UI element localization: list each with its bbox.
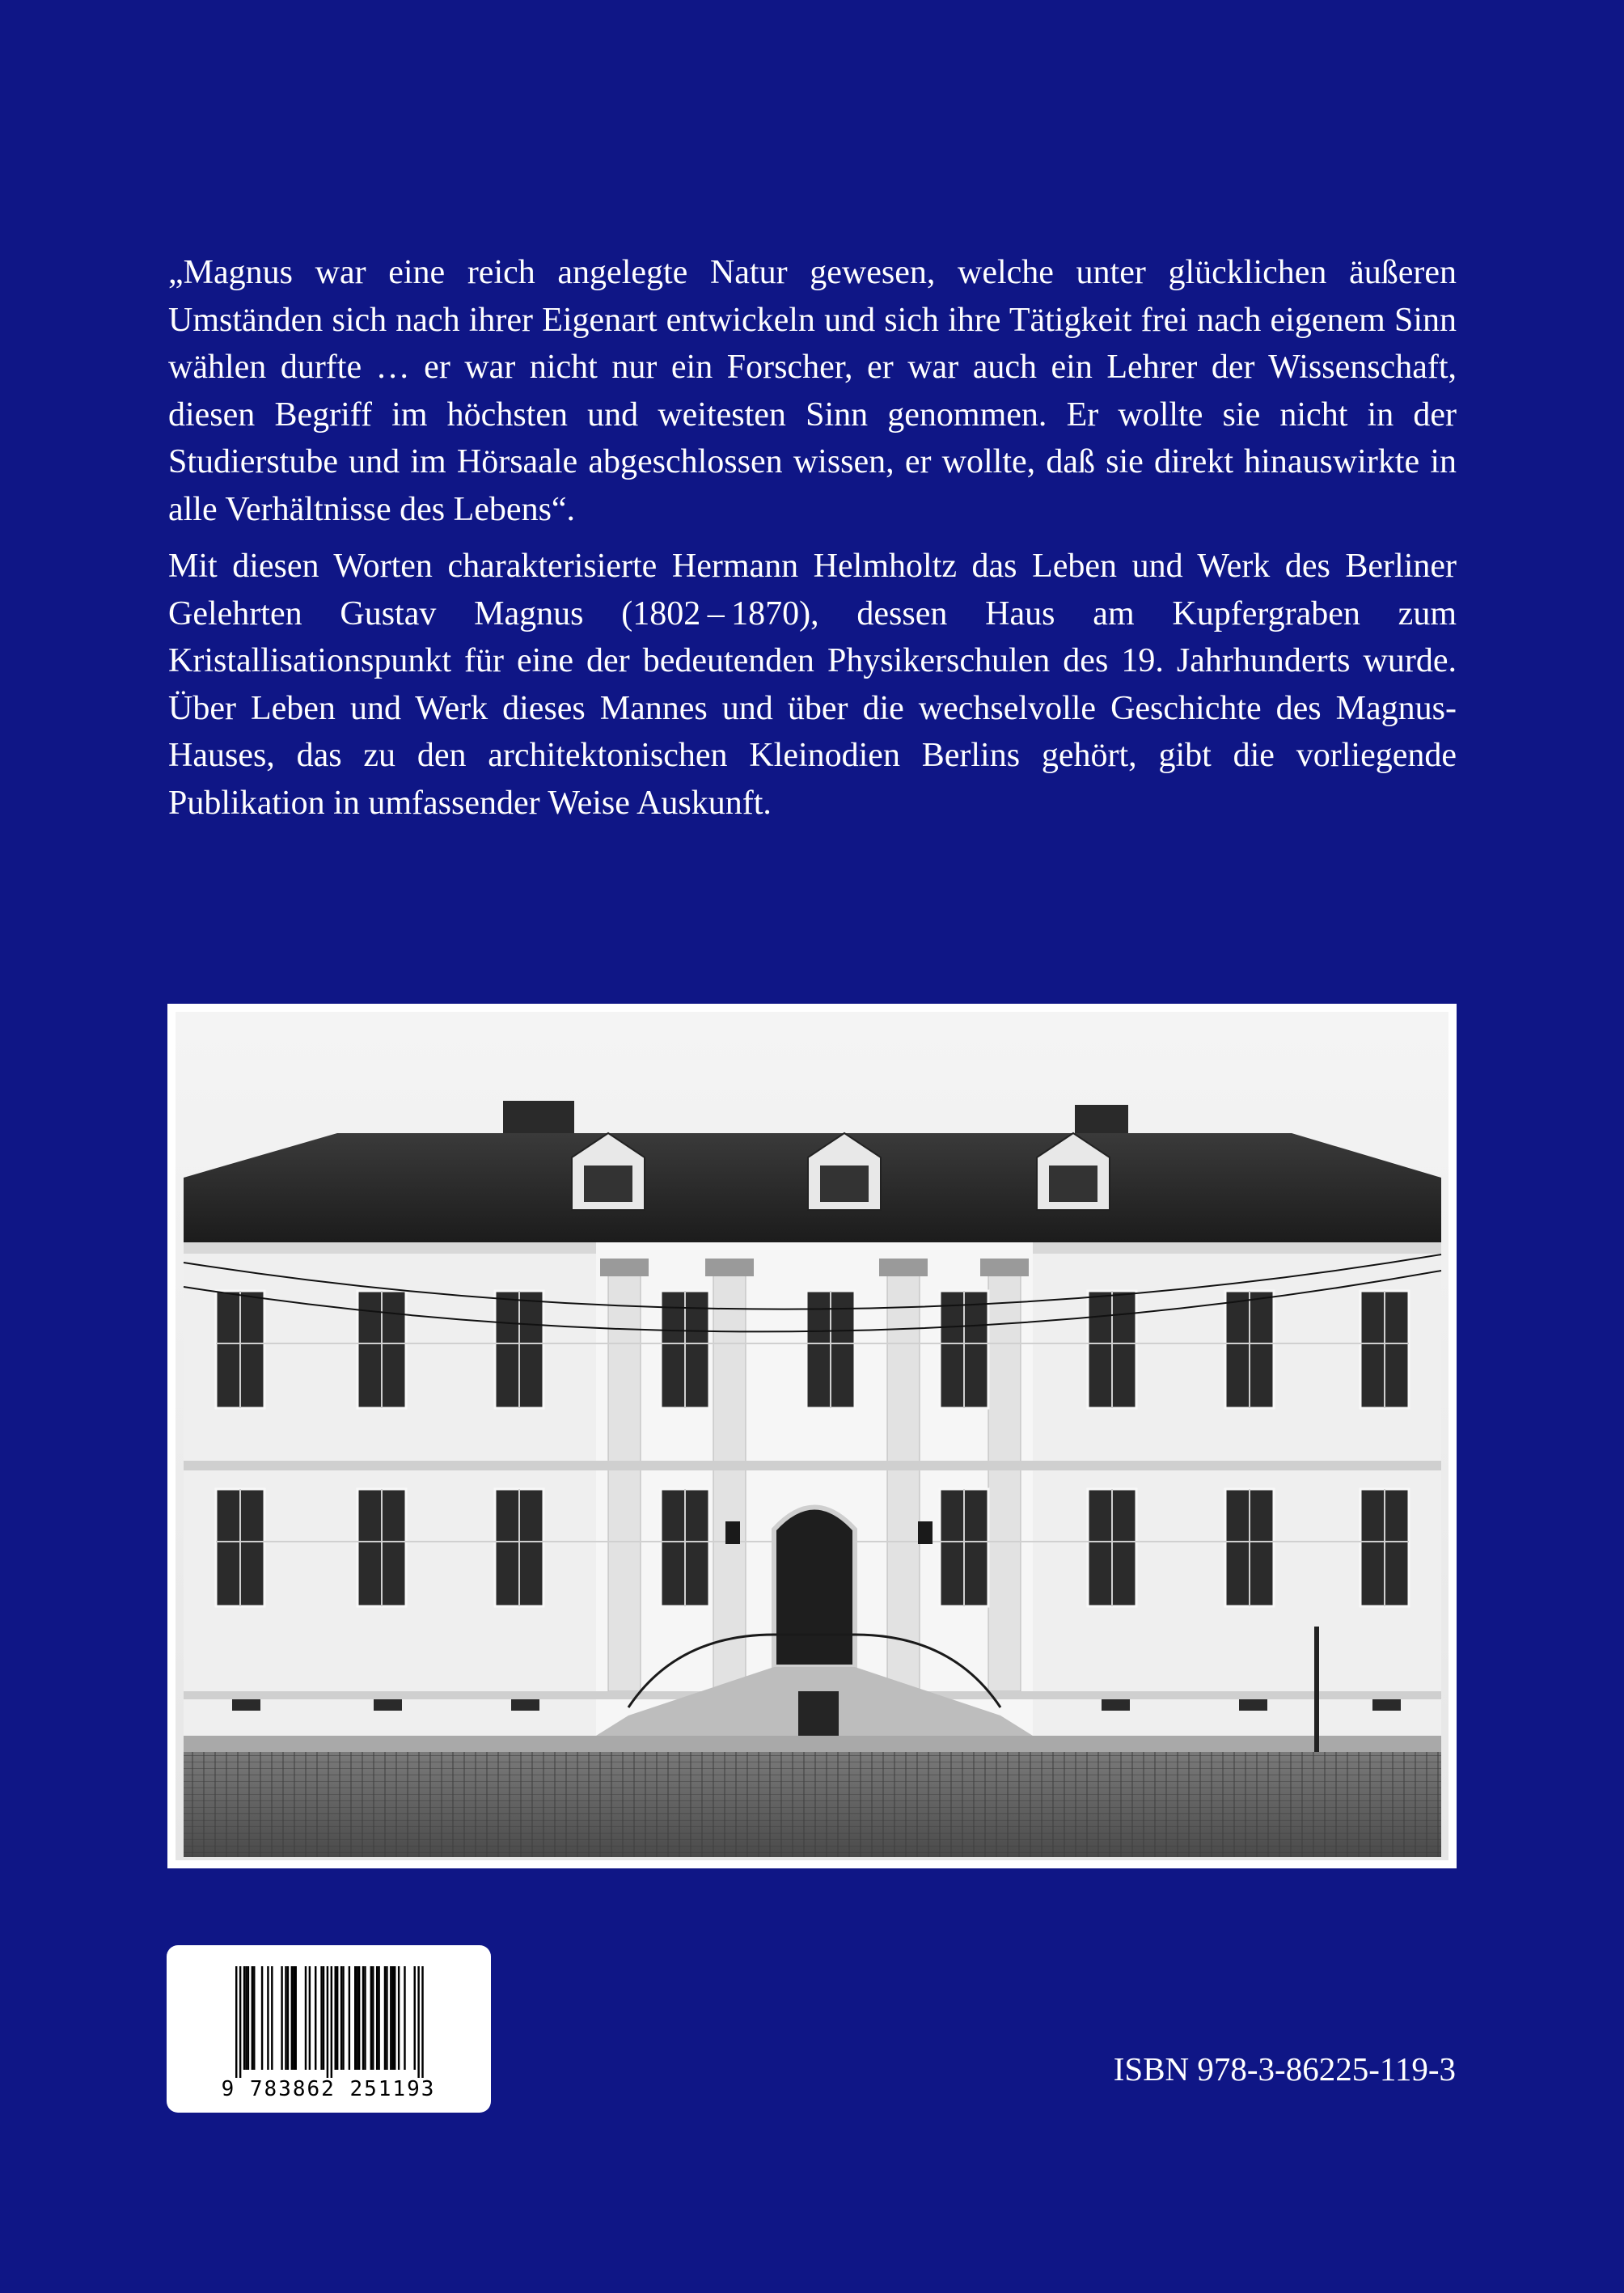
isbn-number: ISBN 978-3-86225-119-3 xyxy=(1113,2050,1456,2088)
barcode-bar xyxy=(378,1966,379,2070)
barcode-bar xyxy=(320,1966,322,2070)
barcode-bar xyxy=(394,1966,395,2070)
barcode-bar xyxy=(261,1966,263,2070)
barcode-bar xyxy=(293,1966,294,2070)
barcode-bar xyxy=(247,1966,249,2070)
barcode-bar xyxy=(336,1966,338,2070)
barcode-bar xyxy=(390,1966,391,2070)
barcode-bar xyxy=(349,1966,350,2070)
barcode-bar xyxy=(370,1966,372,2070)
barcode-graphic xyxy=(167,1945,491,2113)
barcode-bar xyxy=(239,1966,241,2078)
barcode-bar xyxy=(331,1966,332,2078)
barcode-bar xyxy=(414,1966,416,2070)
magnus-house-photo xyxy=(167,1004,1457,1868)
barcode-bar xyxy=(287,1966,289,2070)
barcode-bar xyxy=(295,1966,297,2070)
barcode-bar xyxy=(398,1966,400,2070)
barcode-bar xyxy=(291,1966,293,2070)
quote-paragraph: „Magnus war eine reich angelegte Natur gewesen, welche unter glücklichen äußeren Umständen sich nach ihrer Eigenart entwickeln und sich ihre Tätigkeit frei nach eigenem Sinn wählen durfte … er war nicht nur ein Forscher, er war auch ein Lehrer der Wissenschaft, diesen Begriff im höchsten und weitesten Sinn genommen. Er wollte sie nicht in der Studierstube und im Hörsaale abgeschlossen wissen, er wollte, daß sie direkt hinauswirkte in alle Verhältnisse des Lebens“. xyxy=(168,254,1457,528)
barcode-bar xyxy=(358,1966,360,2070)
barcode-bar xyxy=(285,1966,286,2070)
barcode-bar xyxy=(384,1966,386,2070)
barcode-bar xyxy=(243,1966,245,2070)
barcode xyxy=(167,1945,491,2113)
barcode-bar xyxy=(305,1966,307,2070)
barcode-bar xyxy=(335,1966,336,2070)
barcode-bar xyxy=(362,1966,364,2070)
barcode-bar xyxy=(364,1966,366,2070)
barcode-bar xyxy=(372,1966,374,2070)
barcode-bar xyxy=(327,1966,328,2078)
barcode-bar xyxy=(267,1966,269,2070)
barcode-bar xyxy=(421,1966,423,2078)
barcode-bar xyxy=(235,1966,237,2078)
barcode-bar xyxy=(281,1966,282,2070)
barcode-bar xyxy=(252,1966,253,2070)
barcode-bar xyxy=(253,1966,255,2070)
description-paragraph: Mit diesen Worten charakterisierte Hermann Helmholtz das Leben und Werk des Berliner Gelehrten Gustav Magnus (1802 – 1870), dessen Haus am Kupfergraben zum Kristallisationspunkt für eine der bedeutenden Physikerschulen des 19. Jahrhunderts wurde. Über Leben und Werk dieses Mannes und über die wechselvolle Geschichte des Magnus-Hauses, das zu den architektonischen Kleinodien Berlins gehört, gibt die vorliegende Publikation in umfassender Weise Auskunft. xyxy=(168,548,1457,822)
barcode-bar xyxy=(386,1966,387,2070)
barcode-bar xyxy=(315,1966,316,2070)
barcode-bar xyxy=(245,1966,247,2070)
barcode-bar xyxy=(356,1966,357,2070)
barcode-bar xyxy=(392,1966,394,2070)
barcode-bar xyxy=(342,1966,344,2070)
barcode-bar xyxy=(271,1966,273,2070)
back-cover-text xyxy=(168,249,1457,836)
barcode-bar xyxy=(323,1966,324,2070)
barcode-bar xyxy=(309,1966,311,2070)
barcode-bar xyxy=(340,1966,342,2070)
barcode-bar xyxy=(354,1966,356,2070)
barcode-digits: 9 783862 251193 xyxy=(221,2077,436,2101)
barcode-bar xyxy=(404,1966,405,2070)
barcode-bar xyxy=(376,1966,378,2070)
barcode-bar xyxy=(417,1966,419,2078)
